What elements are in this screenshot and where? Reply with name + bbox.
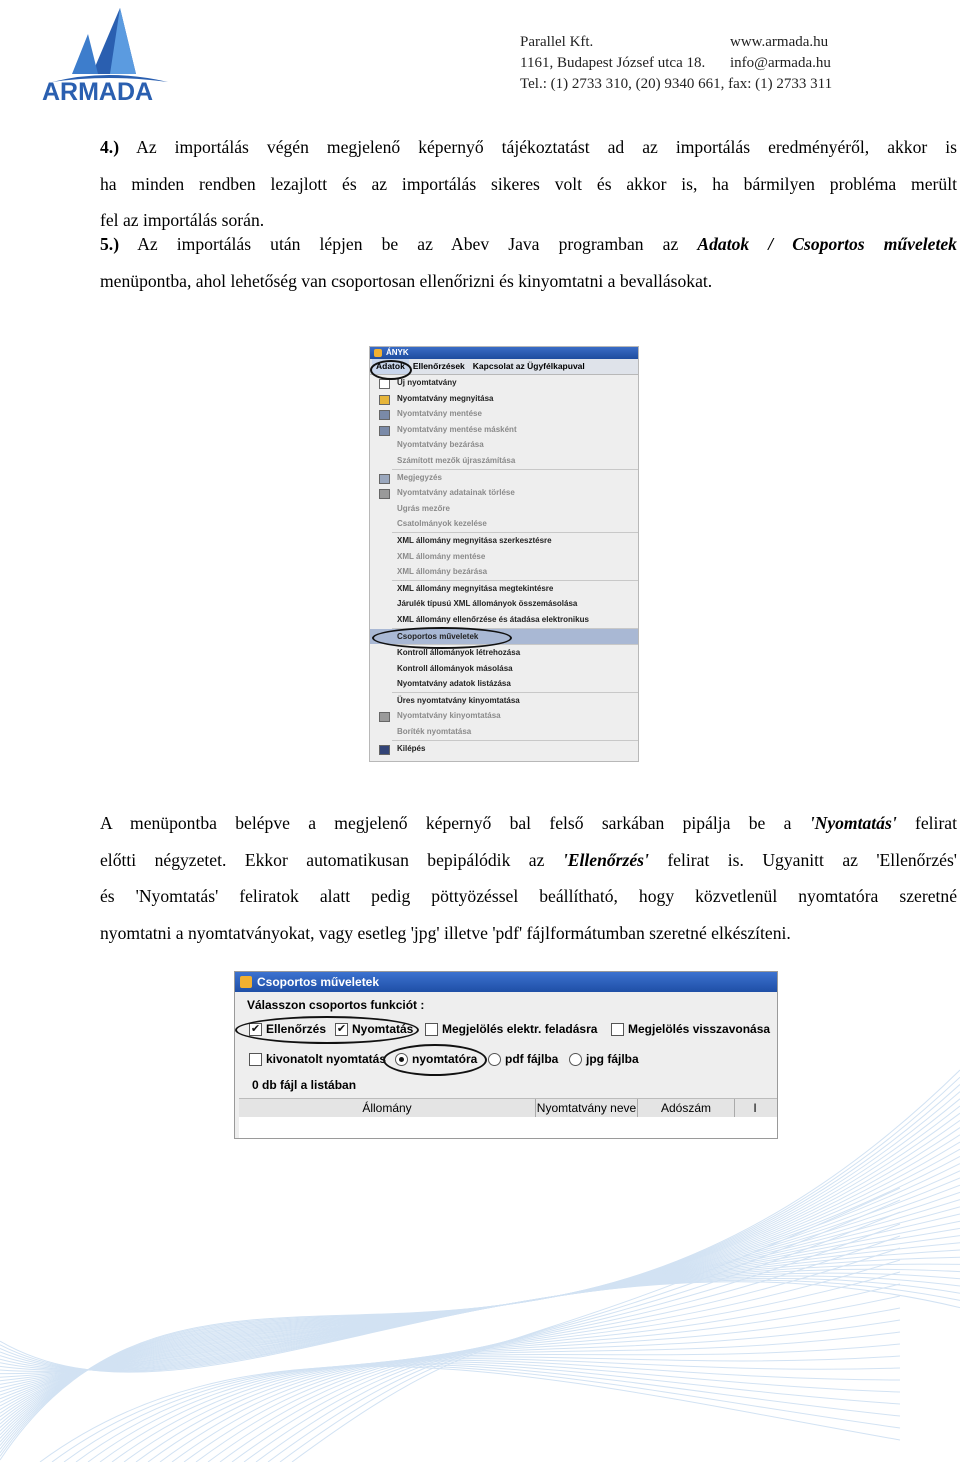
instruction-paragraph	[100, 805, 957, 951]
menu-item[interactable]	[370, 501, 638, 517]
company-email: info@armada.hu	[730, 55, 831, 71]
adatok-dropdown-menu	[370, 375, 638, 756]
save-as-icon	[379, 426, 390, 436]
delete-icon	[379, 489, 390, 499]
menu-item-label: XML állomány ellenőrzése és átadása elektronikus	[397, 614, 589, 624]
pdf-radio[interactable]: pdf fájlba	[488, 1052, 558, 1066]
instruction-line-3: és 'Nyomtatás' feliratok alatt pedig pöttyözéssel beállítható, hogy közvetlenül nyomtatóra szeretné	[100, 886, 957, 906]
visszavonas-checkbox[interactable]: Megjelölés visszavonása	[611, 1022, 770, 1036]
menu-item-label: Megjegyzés	[397, 472, 442, 482]
section-4-line-3: fel az importálás során.	[100, 210, 265, 230]
menu-item-label: XML állomány mentése	[397, 551, 486, 561]
file-table-header	[239, 1098, 777, 1118]
menu-item[interactable]	[370, 724, 638, 740]
menu-item-label: Csoportos műveletek	[397, 631, 479, 641]
dialog-title-bar	[235, 972, 777, 992]
menu-item-label: Nyomtatvány megnyitása	[397, 393, 494, 403]
nyomtatas-check-icon[interactable]: ✔	[336, 1022, 347, 1035]
menu-item[interactable]	[370, 406, 638, 422]
menu-item[interactable]	[370, 693, 638, 709]
dialog-title: Csoportos műveletek	[257, 975, 380, 989]
armada-logo	[38, 4, 180, 104]
csoportos-muveletek-dialog	[234, 971, 778, 1139]
menu-item[interactable]	[370, 453, 638, 469]
open-icon	[379, 395, 390, 405]
window-title-bar	[370, 347, 638, 359]
logo-wordmark: ARMADA	[42, 78, 154, 104]
menu-item[interactable]	[370, 612, 638, 628]
column-nyomtatvany-neve[interactable]: Nyomtatvány neve	[536, 1101, 637, 1115]
menu-screenshot	[369, 346, 639, 762]
menu-item[interactable]	[370, 596, 638, 612]
menu-item-label: XML állomány megnyitása megtekintésre	[397, 583, 554, 593]
menu-item[interactable]	[370, 645, 638, 661]
company-name: Parallel Kft.	[520, 34, 594, 50]
menu-item-label: Kontroll állományok létrehozása	[397, 648, 521, 658]
section-5-line-2: menüpontba, ahol lehetőség van csoportosan ellenőrizni és kinyomtatni a bevallásokat.	[100, 270, 713, 291]
menu-item-label: Új nyomtatvány	[397, 378, 457, 387]
kivonatolt-checkbox[interactable]: kivonatolt nyomtatás	[249, 1052, 386, 1066]
nyomtatas-checkbox[interactable]: ✔ Nyomtatás	[336, 1022, 414, 1036]
menu-item[interactable]	[370, 708, 638, 724]
company-website: www.armada.hu	[730, 34, 829, 50]
new-doc-icon	[379, 379, 390, 389]
ellenorzes-check-icon[interactable]: ✔	[250, 1022, 261, 1035]
menu-item-label: Nyomtatvány mentése	[397, 409, 482, 419]
menu-ellenorzesek[interactable]: Ellenőrzések	[412, 361, 465, 371]
menu-item[interactable]	[370, 549, 638, 565]
menu-adatok[interactable]: Adatok	[372, 359, 409, 374]
instruction-line-1: A menüpontba belépve a megjelenő képernyő bal felső sarkában pipálja be a 'Nyomtatás' felirat	[100, 813, 957, 833]
menu-ugyfelkapu[interactable]: Kapcsolat az Ügyfélkapuval	[472, 361, 585, 371]
company-contact	[520, 32, 850, 95]
jpg-radio[interactable]: jpg fájlba	[569, 1052, 639, 1066]
menu-item-label: Boríték nyomtatása	[397, 727, 472, 737]
menu-item-label: Csatolmányok kezelése	[397, 519, 487, 529]
menu-item[interactable]	[370, 470, 638, 486]
menu-item[interactable]	[370, 516, 638, 532]
menu-item[interactable]	[370, 533, 638, 549]
nyomtatora-radio[interactable]: nyomtatóra	[395, 1052, 477, 1066]
section-4-line-1: 4.) Az importálás végén megjelenő képernyő tájékoztatást ad az importálás eredményéről, akkor is	[100, 137, 958, 157]
menu-item[interactable]	[370, 564, 638, 580]
exit-icon	[379, 745, 390, 755]
menu-item[interactable]	[370, 581, 638, 597]
app-icon	[374, 349, 382, 357]
menu-item-label: Nyomtatvány bezárása	[397, 440, 484, 450]
menu-item-label: Kontroll állományok másolása	[397, 663, 513, 673]
company-phone: Tel.: (1) 2733 310, (20) 9340 661, fax: (1) 2733 311	[520, 76, 833, 92]
menu-item-label: XML állomány bezárása	[397, 567, 488, 577]
column-adoszam[interactable]: Adószám	[638, 1099, 735, 1117]
menu-item[interactable]	[370, 485, 638, 501]
print-icon	[379, 712, 390, 722]
menu-item-label: Nyomtatvány kinyomtatása	[397, 711, 501, 721]
menu-item-label: Nyomtatvány adatok listázása	[397, 679, 511, 689]
menu-item-label: Kilépés	[397, 743, 426, 753]
menu-item[interactable]	[370, 391, 638, 407]
menu-item[interactable]	[370, 676, 638, 692]
instruction-line-4: nyomtatni a nyomtatványokat, vagy esetleg 'jpg' illetve 'pdf' fájlformátumban szeretné elkészíteni.	[100, 922, 791, 943]
radio-selected-icon[interactable]	[395, 1053, 408, 1066]
note-icon	[379, 474, 390, 484]
menu-item[interactable]	[370, 375, 638, 391]
menu-item-label: Üres nyomtatvány kinyomtatása	[397, 695, 520, 705]
menu-bar	[370, 359, 638, 375]
menu-item[interactable]	[370, 422, 638, 438]
section-4-line-2: ha minden rendben lezajlott és az importálás sikeres volt és akkor is, ha bármilyen probléma merült	[100, 173, 957, 194]
company-address: 1161, Budapest József utca 18.	[520, 55, 706, 71]
save-icon	[379, 410, 390, 420]
window-title: ÁNYK	[386, 348, 409, 357]
menu-item[interactable]	[370, 661, 638, 677]
file-count: 0 db fájl a listában	[252, 1078, 357, 1092]
file-table-body	[239, 1117, 777, 1138]
instruction-line-2: előtti négyzetet. Ekkor automatikusan bepipálódik az 'Ellenőrzés' felirat is. Ugyanitt az 'Ellenőrzés'	[100, 849, 957, 870]
section-5-paragraph	[100, 226, 957, 299]
menu-path: Adatok / Csoportos műveletek	[697, 234, 957, 254]
menu-item[interactable]	[370, 741, 638, 757]
menu-item-label: Nyomtatvány adatainak törlése	[397, 488, 515, 498]
ellenorzes-checkbox[interactable]: ✔ Ellenőrzés	[250, 1022, 327, 1036]
menu-item[interactable]	[370, 437, 638, 453]
dialog-heading: Válasszon csoportos funkciót :	[247, 998, 425, 1012]
menu-item[interactable]	[370, 629, 638, 645]
menu-item-label: XML állomány megnyitása szerkesztésre	[397, 535, 552, 545]
menu-item-label: Ugrás mezőre	[397, 503, 450, 513]
menu-item-label: Nyomtatvány mentése másként	[397, 424, 517, 434]
section-5-line-1: 5.) Az importálás után lépjen be az Abev Java programban az Adatok / Csoportos műveletek	[100, 234, 957, 254]
menu-item-label: Járulék típusú XML állományok összemásolása	[397, 599, 578, 609]
dialog-app-icon	[240, 976, 252, 988]
section-4-paragraph	[100, 129, 957, 239]
menu-item-label: Számított mezők újraszámítása	[397, 455, 516, 465]
column-allomany[interactable]: Állomány	[239, 1099, 536, 1117]
megjeloles-checkbox[interactable]: Megjelölés elektr. feladásra	[425, 1022, 597, 1036]
column-extra[interactable]: I	[753, 1101, 757, 1115]
